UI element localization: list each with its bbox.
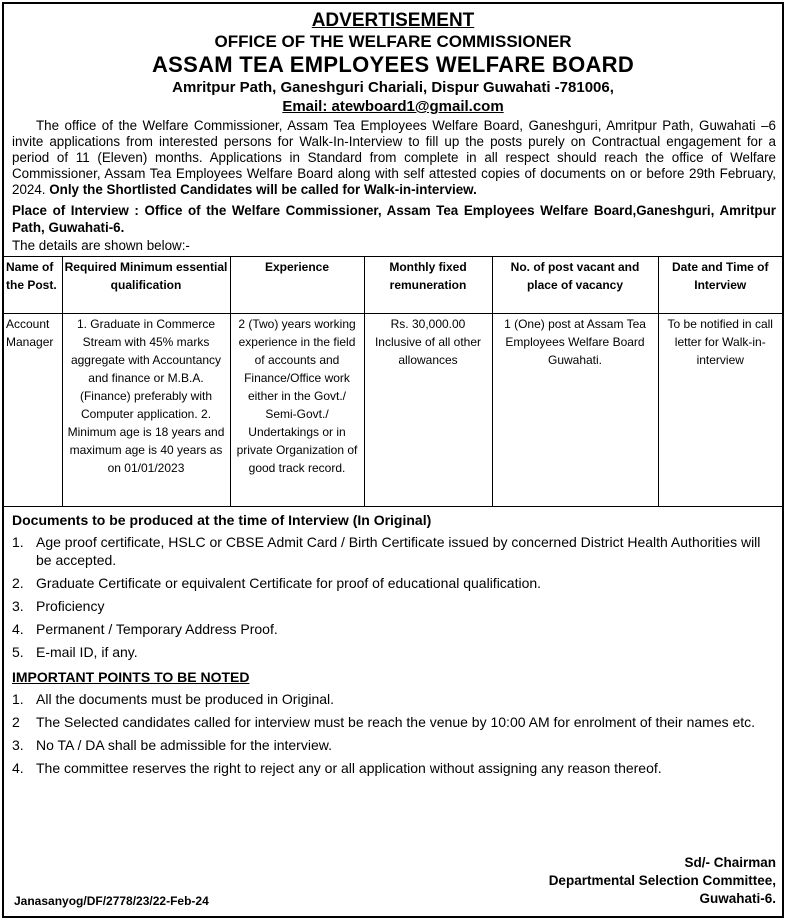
list-item: [12, 618, 776, 641]
intro-paragraph: [4, 116, 782, 198]
list-text: Proficiency: [36, 598, 105, 614]
table-cell: 2 (Two) years working experience in the field of accounts and Finance/Office work either in the Govt./ Semi-Govt./ Undertakings or in private Organization of good track record.: [230, 314, 364, 507]
list-text: No TA / DA shall be admissible for the interview.: [36, 737, 332, 753]
list-text: Age proof certificate, HSLC or CBSE Admit Card / Birth Certificate issued by concerned District Health Authorities will be accepted.: [36, 534, 761, 568]
table-header-cell: Monthly fixed remuneration: [364, 257, 492, 314]
email-line: Email: atewboard1@gmail.com: [282, 98, 504, 115]
list-text: All the documents must be produced in Original.: [36, 691, 335, 707]
list-item: [12, 688, 776, 711]
details-label: The details are shown below:-: [12, 238, 190, 253]
list-number: 5.: [12, 644, 24, 660]
list-number: 2: [12, 714, 20, 730]
list-text: Permanent / Temporary Address Proof.: [36, 621, 278, 637]
list-text: E-mail ID, if any.: [36, 644, 138, 660]
list-text: The committee reserves the right to reject any or all application without assigning any reason thereof.: [36, 760, 662, 776]
signature-line: Guwahati-6.: [699, 891, 776, 906]
important-list: [4, 688, 782, 780]
board-heading: ASSAM TEA EMPLOYEES WELFARE BOARD: [151, 52, 635, 77]
list-number: 2.: [12, 575, 24, 591]
list-item: [12, 641, 776, 664]
list-number: 1.: [12, 691, 24, 707]
list-text: The Selected candidates called for interview must be reach the venue by 10:00 AM for enrolment of their names etc.: [36, 714, 756, 730]
office-heading: OFFICE OF THE WELFARE COMMISSIONER: [214, 32, 572, 51]
list-number: 4.: [12, 760, 24, 776]
signature-block: [549, 854, 776, 908]
table-cell: Rs. 30,000.00 Inclusive of all other allowances: [364, 314, 492, 507]
list-item: [12, 531, 776, 572]
list-item: [12, 595, 776, 618]
reference-number: Janasanyog/DF/2778/23/22-Feb-24: [14, 894, 209, 908]
signature-line: Departmental Selection Committee,: [548, 873, 776, 888]
list-item: [12, 734, 776, 757]
signature-line: Sd/- Chairman: [684, 855, 776, 870]
table-header-cell: No. of post vacant and place of vacancy: [492, 257, 658, 314]
advertisement-page: [2, 2, 784, 918]
table-header-cell: Name of the Post.: [4, 257, 62, 314]
table-cell: 1 (One) post at Assam Tea Employees Welfare Board Guwahati.: [492, 314, 658, 507]
table-header-cell: Experience: [230, 257, 364, 314]
intro-bold-note: Only the Shortlisted Candidates will be called for Walk-in-interview.: [49, 182, 477, 197]
table-cell: To be notified in call letter for Walk-in-interview: [658, 314, 782, 507]
list-number: 3.: [12, 737, 24, 753]
table-header-cell: Date and Time of Interview: [658, 257, 782, 314]
documents-title: Documents to be produced at the time of Interview (In Original): [12, 512, 432, 528]
list-number: 4.: [12, 621, 24, 637]
vacancy-table: [4, 256, 782, 507]
table-cell: Account Manager: [4, 314, 62, 507]
documents-list: [4, 531, 782, 664]
table-header-cell: Required Minimum essential qualification: [62, 257, 230, 314]
address-line: Amritpur Path, Ganeshguri Chariali, Dispur Guwahati -781006,: [172, 79, 614, 96]
advertisement-heading: ADVERTISEMENT: [311, 10, 475, 31]
list-number: 1.: [12, 534, 24, 550]
list-item: [12, 711, 776, 734]
place-of-interview: Place of Interview : Office of the Welfare Commissioner, Assam Tea Employees Welfare Board,Ganeshguri, Amritpur Path, Guwahati-6.: [12, 203, 776, 235]
intro-text: The office of the Welfare Commissioner, Assam Tea Employees Welfare Board, Ganeshguri, Amritpur Path, Guwahati –6 invite applications from interested persons for Walk-In-Interview to fill up the posts purely on Contractual engagement for a period of 11 (Eleven) months. Applications in Standard from complete in all respect should reach the office of Welfare Commissioner, Assam Tea Employees Welfare Board along with self attested copies of documents on or before 29th February, 2024.: [12, 118, 776, 197]
list-number: 3.: [12, 598, 24, 614]
table-cell: 1. Graduate in Commerce Stream with 45% marks aggregate with Accountancy and finance or M.B.A. (Finance) preferably with Computer application. 2. Minimum age is 18 years and maximum age is 40 years as on 01/01/2023: [62, 314, 230, 507]
table-row: [4, 314, 782, 507]
list-text: Graduate Certificate or equivalent Certificate for proof of educational qualification.: [36, 575, 542, 591]
list-item: [12, 572, 776, 595]
list-item: [12, 757, 776, 780]
table-header-row: [4, 257, 782, 314]
important-title: IMPORTANT POINTS TO BE NOTED: [12, 669, 250, 685]
